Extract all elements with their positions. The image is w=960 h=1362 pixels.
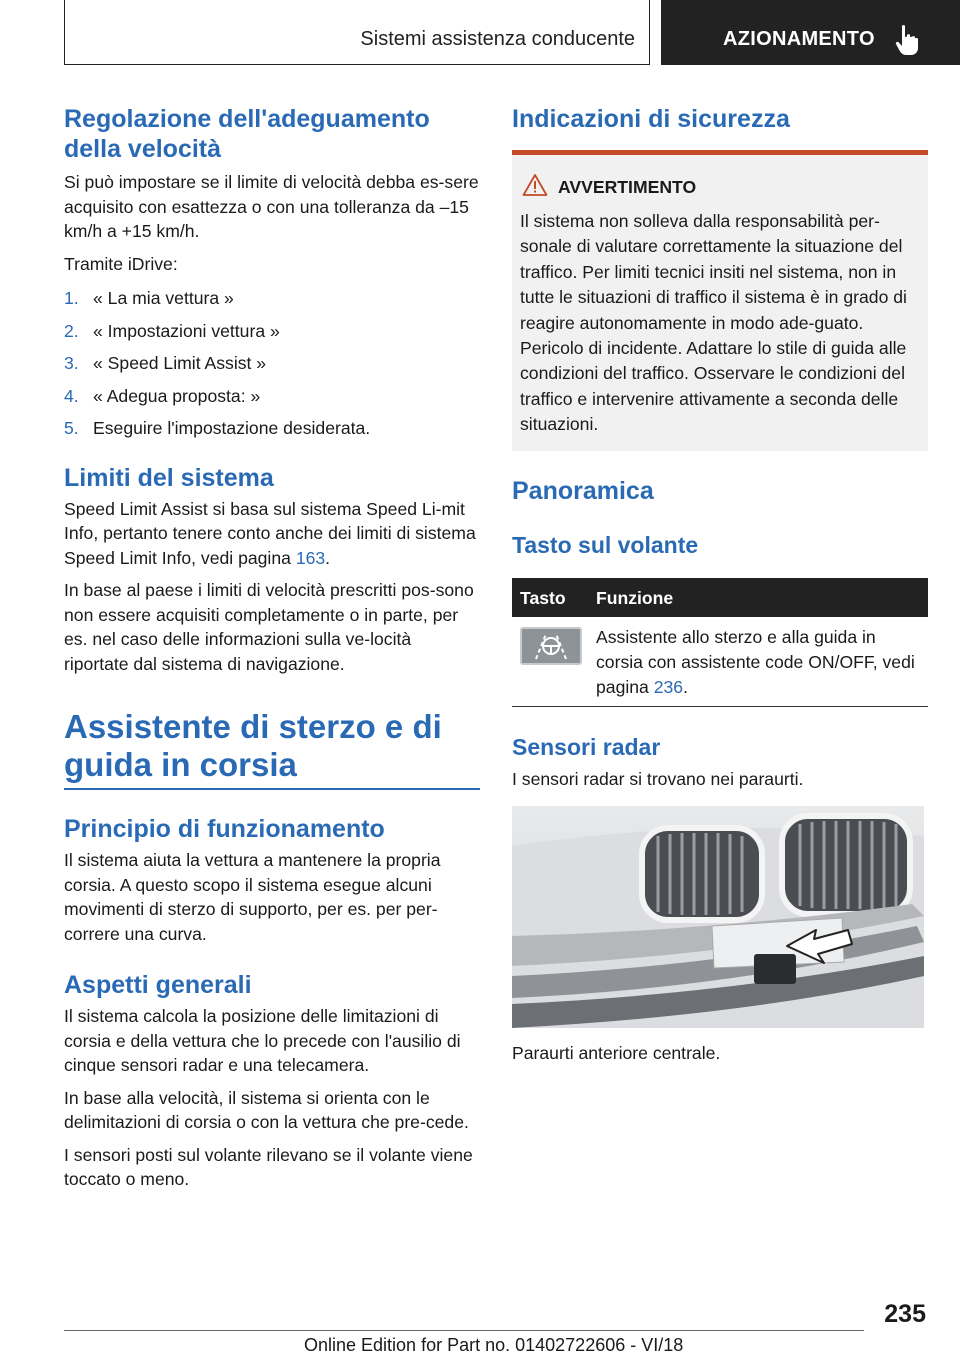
- button-table-header: [512, 578, 928, 617]
- header-chapter-tab: [661, 0, 960, 65]
- general-paragraph-3: I sensori posti sul volante rilevano se il volante viene toccato o meno.: [64, 1144, 473, 1189]
- header-section-box: [64, 0, 650, 65]
- lane-assist-heading: [64, 708, 480, 784]
- list-item: 2. « Impostazioni vettura »: [64, 320, 280, 341]
- lane-assist-heading-line2: guida in corsia: [64, 746, 297, 783]
- footer-rule: [64, 1330, 864, 1331]
- limits-heading: Limiti del sistema: [64, 463, 274, 492]
- warning-text: Il sistema non solleva dalla responsabilità per-sonale di valutare correttamente la situazione del traffico. Per limiti tecnici insiti nel sistema, non in tutte le situazioni di traffico il sistema è in grado di reagire autonomamente in modo ade-guato. Pericolo di incidente. Adattare lo stile di guida alle condizioni del traffico. Osservare le condizioni del traffico e intervenire attivamente a seconda delle situazioni.: [520, 211, 907, 435]
- lane-assist-button-icon: [520, 627, 582, 665]
- bumper-illustration: [512, 806, 924, 1028]
- list-item: 5. Eseguire l'impostazione desiderata.: [64, 418, 371, 438]
- general-paragraph-1: Il sistema calcola la posizione delle limitazioni di corsia e della vettura che lo precede con l'ausilio di cinque sensori radar e una telecamera.: [64, 1006, 461, 1075]
- front-bumper-image: [512, 806, 924, 1028]
- speed-adjust-intro: Si può impostare se il limite di velocità debba es-sere acquisito con esattezza o con una tolleranza da –15 km/h a +15 km/h.: [64, 172, 479, 241]
- idrive-steps-list: [64, 286, 480, 441]
- left-column: [64, 104, 480, 1192]
- speed-adjust-heading-line2: della velocità: [64, 135, 222, 163]
- edition-note: Online Edition for Part no. 01402722606 - VI/18: [304, 1335, 684, 1355]
- table-header-function: Funzione: [596, 588, 674, 608]
- idrive-label: Tramite iDrive:: [64, 253, 178, 274]
- table-row: Assistente allo sterzo e alla guida in corsia con assistente code ON/OFF, vedi pagina 236.: [596, 627, 915, 697]
- general-heading: Aspetti generali: [64, 971, 252, 999]
- warning-label: AVVERTIMENTO: [558, 177, 697, 197]
- list-item: 1. « La mia vettura »: [64, 288, 234, 308]
- speed-adjust-heading-line1: Regolazione dell'adeguamento: [64, 105, 430, 133]
- overview-heading: Panoramica: [512, 477, 654, 505]
- safety-heading: Indicazioni di sicurezza: [512, 105, 790, 133]
- limits-paragraph-2: In base al paese i limiti di velocità prescritti pos-sono non essere acquisiti completamente o in parte, per es. nel caso delle informazioni sulla ve-locità riportate dal sistema di navigazione.: [64, 580, 474, 674]
- principle-text: Il sistema aiuta la vettura a mantenere la propria corsia. A questo scopo il sistema esegue alcuni movimenti di sterzo di supporto, per es. per per-correre una curva.: [64, 850, 441, 944]
- pointing-hand-icon: [894, 24, 920, 56]
- photo-caption: Paraurti anteriore centrale.: [512, 1043, 721, 1063]
- lane-assist-heading-line1: Assistente di sterzo e di: [64, 708, 442, 745]
- table-header-button: Tasto: [520, 588, 566, 608]
- principle-heading: Principio di funzionamento: [64, 815, 385, 843]
- list-item: 3. « Speed Limit Assist »: [64, 353, 267, 373]
- limits-paragraph-1: Speed Limit Assist si basa sul sistema Speed Li-mit Info, pertanto tenere conto anche dei limiti di sistema Speed Limit Info, vedi pagina 163.: [64, 498, 476, 568]
- list-item: 4. « Adegua proposta: »: [64, 385, 261, 406]
- page-link-163[interactable]: 163: [295, 547, 326, 568]
- table-rule: [512, 706, 928, 707]
- warning-box: [512, 150, 928, 451]
- page-number: 235: [884, 1300, 926, 1328]
- speed-adjust-heading: [64, 104, 480, 164]
- radar-heading: Sensori radar: [512, 734, 661, 760]
- page-link-236[interactable]: 236: [653, 677, 684, 697]
- header-chapter-title: AZIONAMENTO: [723, 28, 875, 50]
- general-paragraph-2: In base alla velocità, il sistema si orienta con le delimitazioni di corsia o con la vettura che pre-cede.: [64, 1087, 469, 1132]
- warning-triangle-icon: [522, 173, 548, 197]
- title-rule: [64, 788, 480, 790]
- steering-button-heading: Tasto sul volante: [512, 532, 699, 558]
- header-section-title: Sistemi assistenza conducente: [360, 28, 635, 50]
- steering-lane-icon: [522, 629, 580, 663]
- radar-text: I sensori radar si trovano nei paraurti.: [512, 769, 804, 789]
